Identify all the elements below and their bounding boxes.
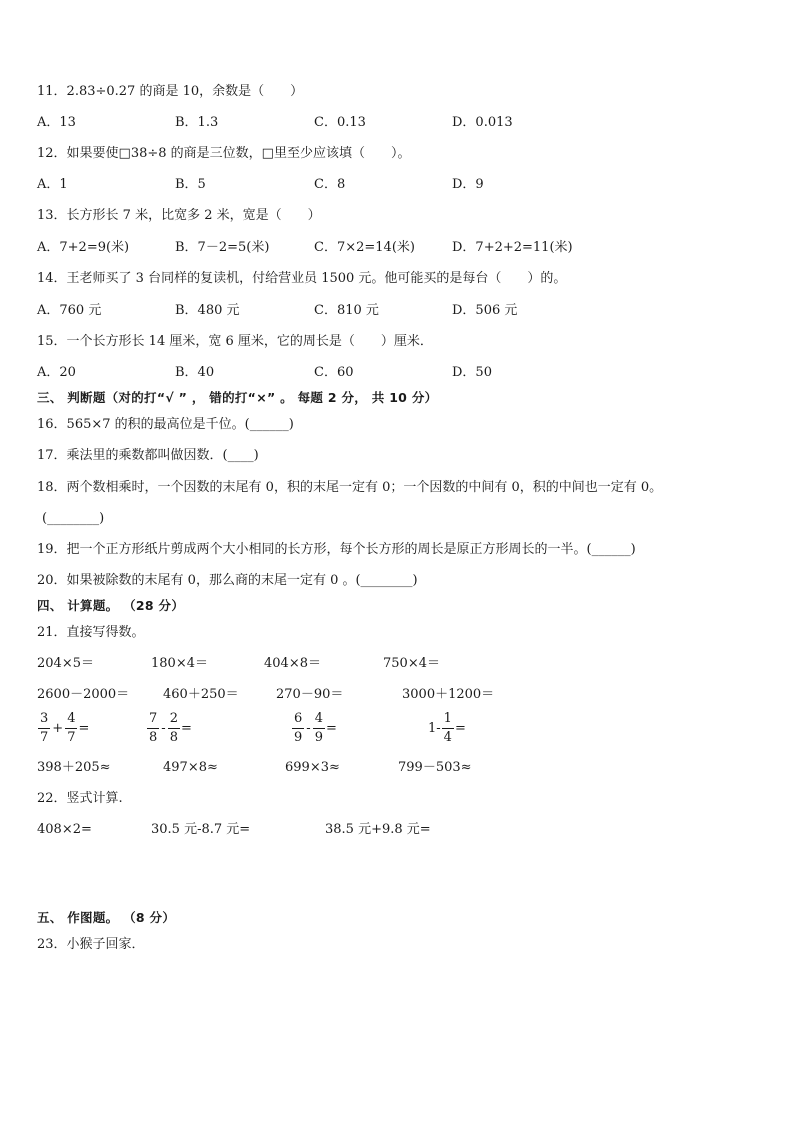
numerator: 1 [442, 712, 454, 729]
operator: - [161, 720, 166, 736]
denominator: 8 [149, 730, 158, 745]
q15-stem: 15．一个长方形长 14 厘米，宽 6 厘米，它的周长是（ ）厘米． [37, 334, 433, 349]
denominator: 7 [67, 730, 76, 745]
calc-item: 180×4＝ [151, 656, 208, 671]
q12-option-a: A．1 [37, 177, 68, 192]
denominator: 7 [40, 730, 49, 745]
section-three-heading: 三、 判断题（对的打“√ ” ， 错的打“×” 。 每题 2 分， 共 10 分） [37, 390, 438, 405]
q16-statement: 16．565×7 的积的最高位是千位。(______) [37, 417, 294, 432]
calc-item: 750×4＝ [383, 656, 440, 671]
denominator: 9 [294, 730, 303, 745]
q14-option-a: A．760 元 [37, 303, 102, 318]
q18-answer-blank: (________) [42, 511, 105, 526]
q12-option-c: C．8 [314, 177, 346, 192]
fraction [168, 712, 180, 745]
section-four-heading: 四、 计算题。 （28 分） [37, 598, 185, 613]
q15-option-b: B．40 [175, 365, 215, 380]
fraction [147, 712, 159, 745]
q14-stem: 14．王老师买了 3 台同样的复读机，付给营业员 1500 元。他可能买的是每台（ ）的。 [37, 271, 567, 286]
q13-option-d: D．7+2+2=11(米) [452, 240, 573, 255]
fraction [313, 712, 325, 745]
fraction-expression [146, 712, 192, 745]
q22-prompt: 22．竖式计算. [37, 791, 123, 806]
operator: - [306, 720, 311, 736]
numerator: 6 [292, 712, 304, 729]
calc-item: 460＋250＝ [163, 687, 239, 702]
calc-item: 204×5＝ [37, 656, 94, 671]
fraction-expression [37, 712, 89, 745]
calc-item: 408×2= [37, 822, 92, 837]
q13-option-a: A．7+2=9(米) [37, 240, 130, 255]
q11-option-d: D．0.013 [452, 115, 513, 130]
calc-item: 2600－2000＝ [37, 687, 130, 702]
q11-option-a: A．13 [37, 115, 76, 130]
calc-item: 38.5 元+9.8 元= [325, 822, 431, 837]
q11-stem: 11．2.83÷0.27 的商是 10，余数是（ ） [37, 84, 304, 99]
q13-stem: 13．长方形长 7 米，比宽多 2 米，宽是（ ） [37, 208, 321, 223]
fraction-expression [428, 712, 466, 745]
fraction-expression [291, 712, 337, 745]
calc-item: 3000＋1200＝ [402, 687, 495, 702]
q11-option-b: B．1.3 [175, 115, 219, 130]
equals: = [454, 720, 466, 736]
q21-prompt: 21．直接写得数。 [37, 625, 145, 640]
equals: = [78, 720, 90, 736]
calc-item: 497×8≈ [163, 760, 218, 775]
operator: + [52, 720, 64, 736]
q15-option-c: C．60 [314, 365, 354, 380]
calc-item: 270－90＝ [276, 687, 344, 702]
numerator: 3 [38, 712, 50, 729]
denominator: 4 [443, 730, 452, 745]
fraction [442, 712, 454, 745]
numerator: 4 [313, 712, 325, 729]
denominator: 9 [314, 730, 323, 745]
equals: = [180, 720, 192, 736]
q15-option-a: A．20 [37, 365, 76, 380]
whole-minus: 1- [428, 720, 441, 736]
q13-option-c: C．7×2=14(米) [314, 240, 415, 255]
q14-option-b: B．480 元 [175, 303, 240, 318]
calc-item: 30.5 元-8.7 元= [151, 822, 251, 837]
calc-item: 404×8＝ [264, 656, 321, 671]
q12-stem: 12．如果要使□38÷8 的商是三位数，□里至少应该填（ ）。 [37, 146, 411, 161]
q15-option-d: D．50 [452, 365, 492, 380]
numerator: 2 [168, 712, 180, 729]
calc-item: 699×3≈ [285, 760, 340, 775]
q12-option-d: D．9 [452, 177, 484, 192]
denominator: 8 [169, 730, 178, 745]
q11-option-c: C．0.13 [314, 115, 366, 130]
q20-statement: 20．如果被除数的末尾有 0，那么商的末尾一定有 0 。(________) [37, 573, 418, 588]
q17-statement: 17．乘法里的乘数都叫做因数．(____) [37, 448, 259, 463]
q14-option-d: D．506 元 [452, 303, 518, 318]
q23-prompt: 23．小猴子回家． [37, 937, 145, 952]
calc-item: 799－503≈ [398, 760, 472, 775]
fraction [38, 712, 50, 745]
q19-statement: 19．把一个正方形纸片剪成两个大小相同的长方形，每个长方形的周长是原正方形周长的一半。(______) [37, 542, 636, 557]
q12-option-b: B．5 [175, 177, 206, 192]
equals: = [325, 720, 337, 736]
q14-option-c: C．810 元 [314, 303, 379, 318]
calc-item: 398＋205≈ [37, 760, 111, 775]
q13-option-b: B．7－2=5(米) [175, 240, 270, 255]
fraction [292, 712, 304, 745]
fraction [65, 712, 77, 745]
q18-statement: 18．两个数相乘时，一个因数的末尾有 0，积的末尾一定有 0；一个因数的中间有 0，积的中间也一定有 0。 [37, 480, 663, 495]
numerator: 7 [147, 712, 159, 729]
section-five-heading: 五、 作图题。 （8 分） [37, 910, 176, 925]
numerator: 4 [65, 712, 77, 729]
